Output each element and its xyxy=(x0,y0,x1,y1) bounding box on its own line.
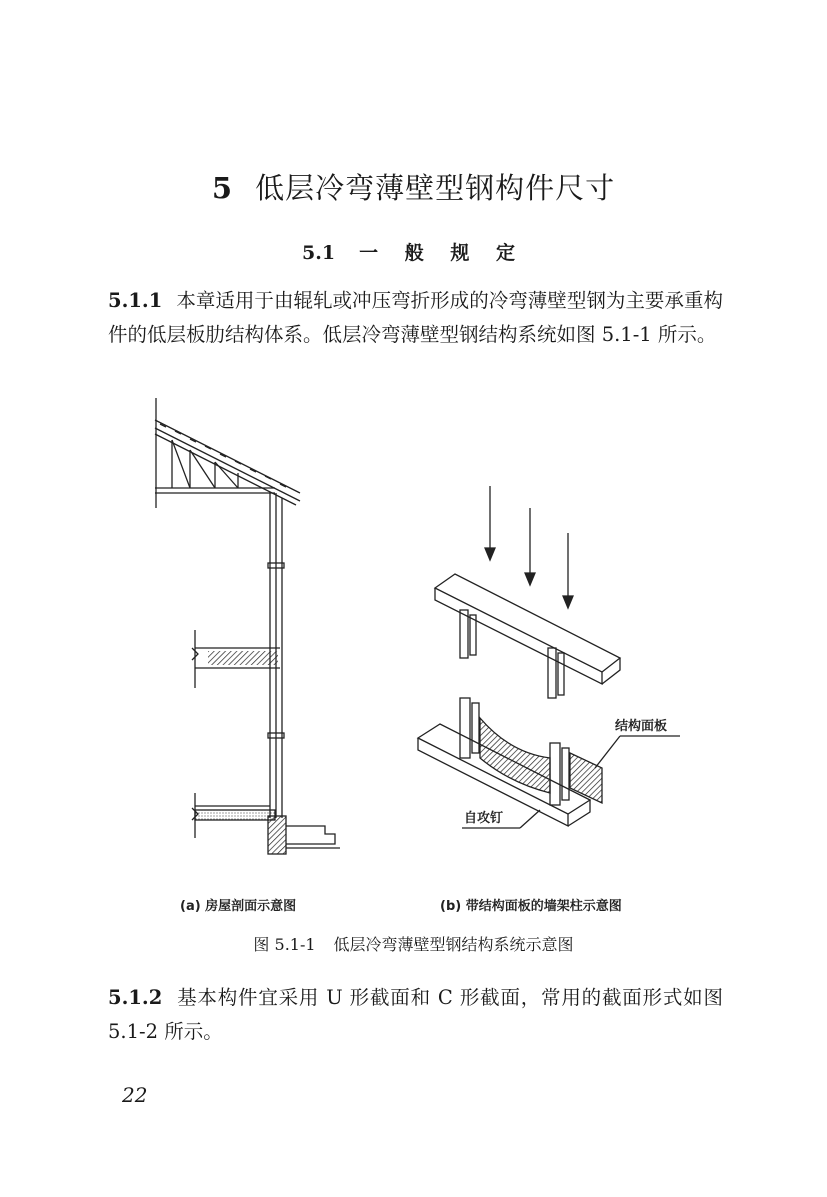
section-number: 5.1 xyxy=(302,242,336,264)
chapter-title-text: 低层冷弯薄壁型钢构件尺寸 xyxy=(255,171,616,205)
figure-structure-diagram xyxy=(150,398,680,918)
wall-stud-assembly-drawing xyxy=(418,486,680,828)
section-title xyxy=(0,238,827,265)
building-section-drawing xyxy=(155,398,340,854)
section-title-text: 一 般 规 定 xyxy=(359,242,525,264)
chapter-number: 5 xyxy=(211,171,234,205)
clause-number: 5.1.2 xyxy=(108,986,163,1009)
clause-paragraph xyxy=(108,981,723,1049)
callout-self-tapping-screw: 自攻钉 xyxy=(464,811,504,826)
page-number: 22 xyxy=(122,1083,148,1107)
clause-text: 本章适用于由辊轧或冲压弯折形成的冷弯薄壁型钢为主要承重构件的低层板肋结构体系。低层冷弯薄壁型钢结构系统如图 5.1-1 所示。 xyxy=(108,289,723,346)
figure-caption-number: 图 5.1-1 xyxy=(253,935,316,954)
subfigure-a-label: (a) 房屋剖面示意图 xyxy=(180,899,297,914)
clause-number: 5.1.1 xyxy=(108,289,163,312)
figure-caption xyxy=(0,932,827,955)
chapter-title xyxy=(0,166,827,207)
clause-paragraph xyxy=(108,284,723,352)
figure-caption-text: 低层冷弯薄壁型钢结构系统示意图 xyxy=(333,935,574,954)
callout-structural-panel: 结构面板 xyxy=(615,719,668,734)
subfigure-b-label: (b) 带结构面板的墙架柱示意图 xyxy=(440,899,622,914)
clause-text: 基本构件宜采用 U 形截面和 C 形截面，常用的截面形式如图 5.1-2 所示。 xyxy=(108,986,723,1043)
